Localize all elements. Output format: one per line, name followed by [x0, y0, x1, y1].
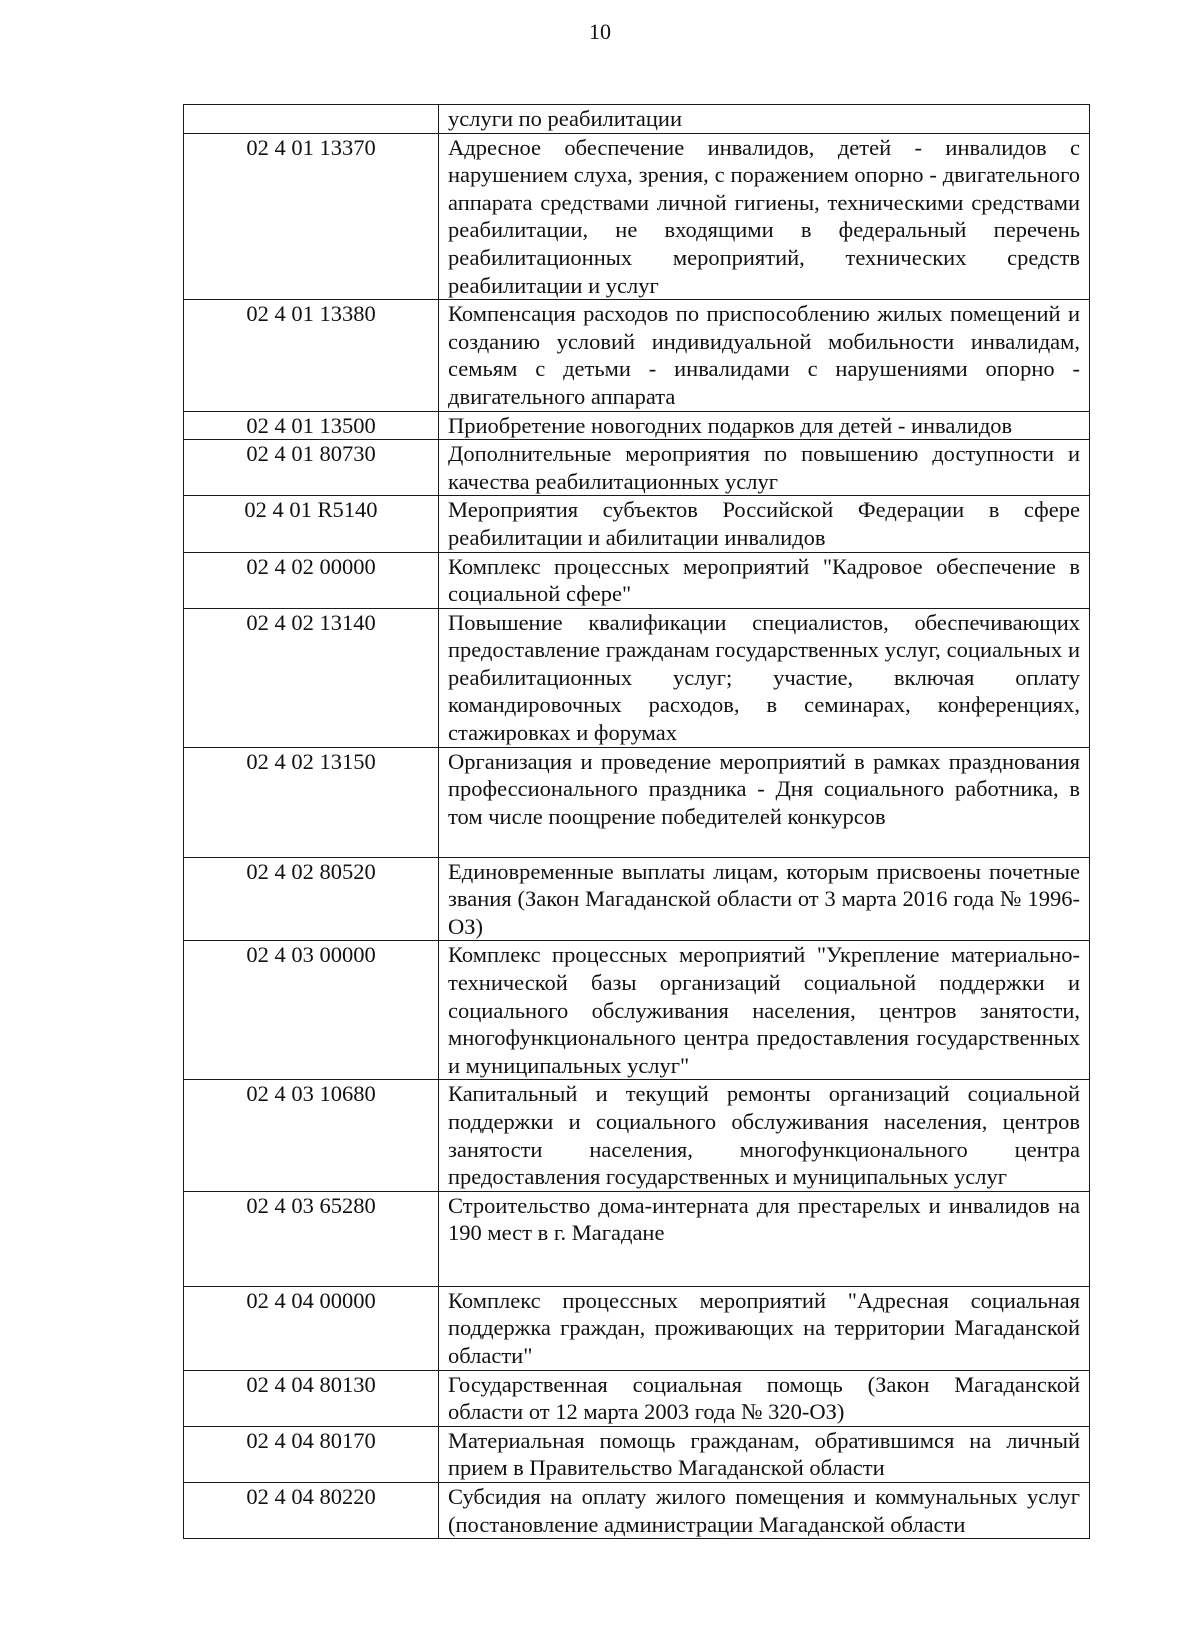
- table-row: [184, 857, 1090, 941]
- description-cell: Единовременные выплаты лицам, которым присвоены почетные звания (Закон Магаданской области от 3 марта 2016 года № 1996-ОЗ): [439, 857, 1090, 941]
- description-cell: услуги по реабилитации: [439, 105, 1090, 134]
- budget-code-table: [183, 104, 1090, 1539]
- code-cell: 02 4 02 13150: [184, 747, 439, 857]
- table-row: [184, 496, 1090, 552]
- code-cell: 02 4 02 00000: [184, 552, 439, 608]
- table-row: [184, 552, 1090, 608]
- table-row: [184, 1191, 1090, 1286]
- code-cell: 02 4 02 13140: [184, 608, 439, 747]
- code-cell: 02 4 01 13370: [184, 133, 439, 300]
- description-cell: Комплекс процессных мероприятий "Укрепление материально-технической базы организаций социальной поддержки и социального обслуживания населения, центров занятости, многофункционального центра предоставления государственных и муниципальных услуг": [439, 941, 1090, 1080]
- table-row: [184, 941, 1090, 1080]
- page-number: 10: [589, 19, 611, 44]
- table-row: [184, 105, 1090, 134]
- description-cell: Повышение квалификации специалистов, обеспечивающих предоставление гражданам государственных услуг, социальных и реабилитационных услуг; участие, включая оплату командировочных расходов, в семинарах, конференциях, стажировках и форумах: [439, 608, 1090, 747]
- description-cell: Капитальный и текущий ремонты организаций социальной поддержки и социального обслуживания населения, центров занятости населения, многофункционального центра предоставления государственных и муниципальных услуг: [439, 1080, 1090, 1191]
- table-row: [184, 411, 1090, 440]
- code-cell: 02 4 01 80730: [184, 440, 439, 496]
- description-cell: Компенсация расходов по приспособлению жилых помещений и созданию условий индивидуальной мобильности инвалидам, семьям с детьми - инвалидами с нарушениями опорно - двигательного аппарата: [439, 300, 1090, 411]
- table-row: [184, 440, 1090, 496]
- code-cell: 02 4 04 00000: [184, 1286, 439, 1370]
- table-row: [184, 608, 1090, 747]
- description-cell: Организация и проведение мероприятий в рамках празднования профессионального праздника - Дня социального работника, в том числе поощрение победителей конкурсов: [439, 747, 1090, 857]
- table-row: [184, 1426, 1090, 1482]
- table-row: [184, 1286, 1090, 1370]
- code-cell: 02 4 03 10680: [184, 1080, 439, 1191]
- code-cell: 02 4 04 80220: [184, 1482, 439, 1538]
- table-row: [184, 1482, 1090, 1538]
- description-cell: Комплекс процессных мероприятий "Адресная социальная поддержка граждан, проживающих на территории Магаданской области": [439, 1286, 1090, 1370]
- description-cell: Мероприятия субъектов Российской Федерации в сфере реабилитации и абилитации инвалидов: [439, 496, 1090, 552]
- code-cell: [184, 105, 439, 134]
- description-cell: Государственная социальная помощь (Закон Магаданской области от 12 марта 2003 года № 320-ОЗ): [439, 1370, 1090, 1426]
- table-row: [184, 1080, 1090, 1191]
- description-cell: Материальная помощь гражданам, обратившимся на личный прием в Правительство Магаданской области: [439, 1426, 1090, 1482]
- description-cell: Дополнительные мероприятия по повышению доступности и качества реабилитационных услуг: [439, 440, 1090, 496]
- code-cell: 02 4 04 80170: [184, 1426, 439, 1482]
- code-cell: 02 4 04 80130: [184, 1370, 439, 1426]
- code-cell: 02 4 03 65280: [184, 1191, 439, 1286]
- description-cell: Комплекс процессных мероприятий "Кадровое обеспечение в социальной сфере": [439, 552, 1090, 608]
- table-row: [184, 1370, 1090, 1426]
- description-cell: Строительство дома-интерната для престарелых и инвалидов на 190 мест в г. Магадане: [439, 1191, 1090, 1286]
- code-cell: 02 4 03 00000: [184, 941, 439, 1080]
- code-cell: 02 4 01 13500: [184, 411, 439, 440]
- code-cell: 02 4 01 R5140: [184, 496, 439, 552]
- table-row: [184, 300, 1090, 411]
- table-row: [184, 747, 1090, 857]
- table-row: [184, 133, 1090, 300]
- description-cell: Адресное обеспечение инвалидов, детей - инвалидов с нарушением слуха, зрения, с поражением опорно - двигательного аппарата средствами личной гигиены, техническими средствами реабилитации, не входящими в федеральный перечень реабилитационных мероприятий, технических средств реабилитации и услуг: [439, 133, 1090, 300]
- description-cell: Приобретение новогодних подарков для детей - инвалидов: [439, 411, 1090, 440]
- code-cell: 02 4 02 80520: [184, 857, 439, 941]
- code-cell: 02 4 01 13380: [184, 300, 439, 411]
- description-cell: Субсидия на оплату жилого помещения и коммунальных услуг (постановление администрации Магаданской области: [439, 1482, 1090, 1538]
